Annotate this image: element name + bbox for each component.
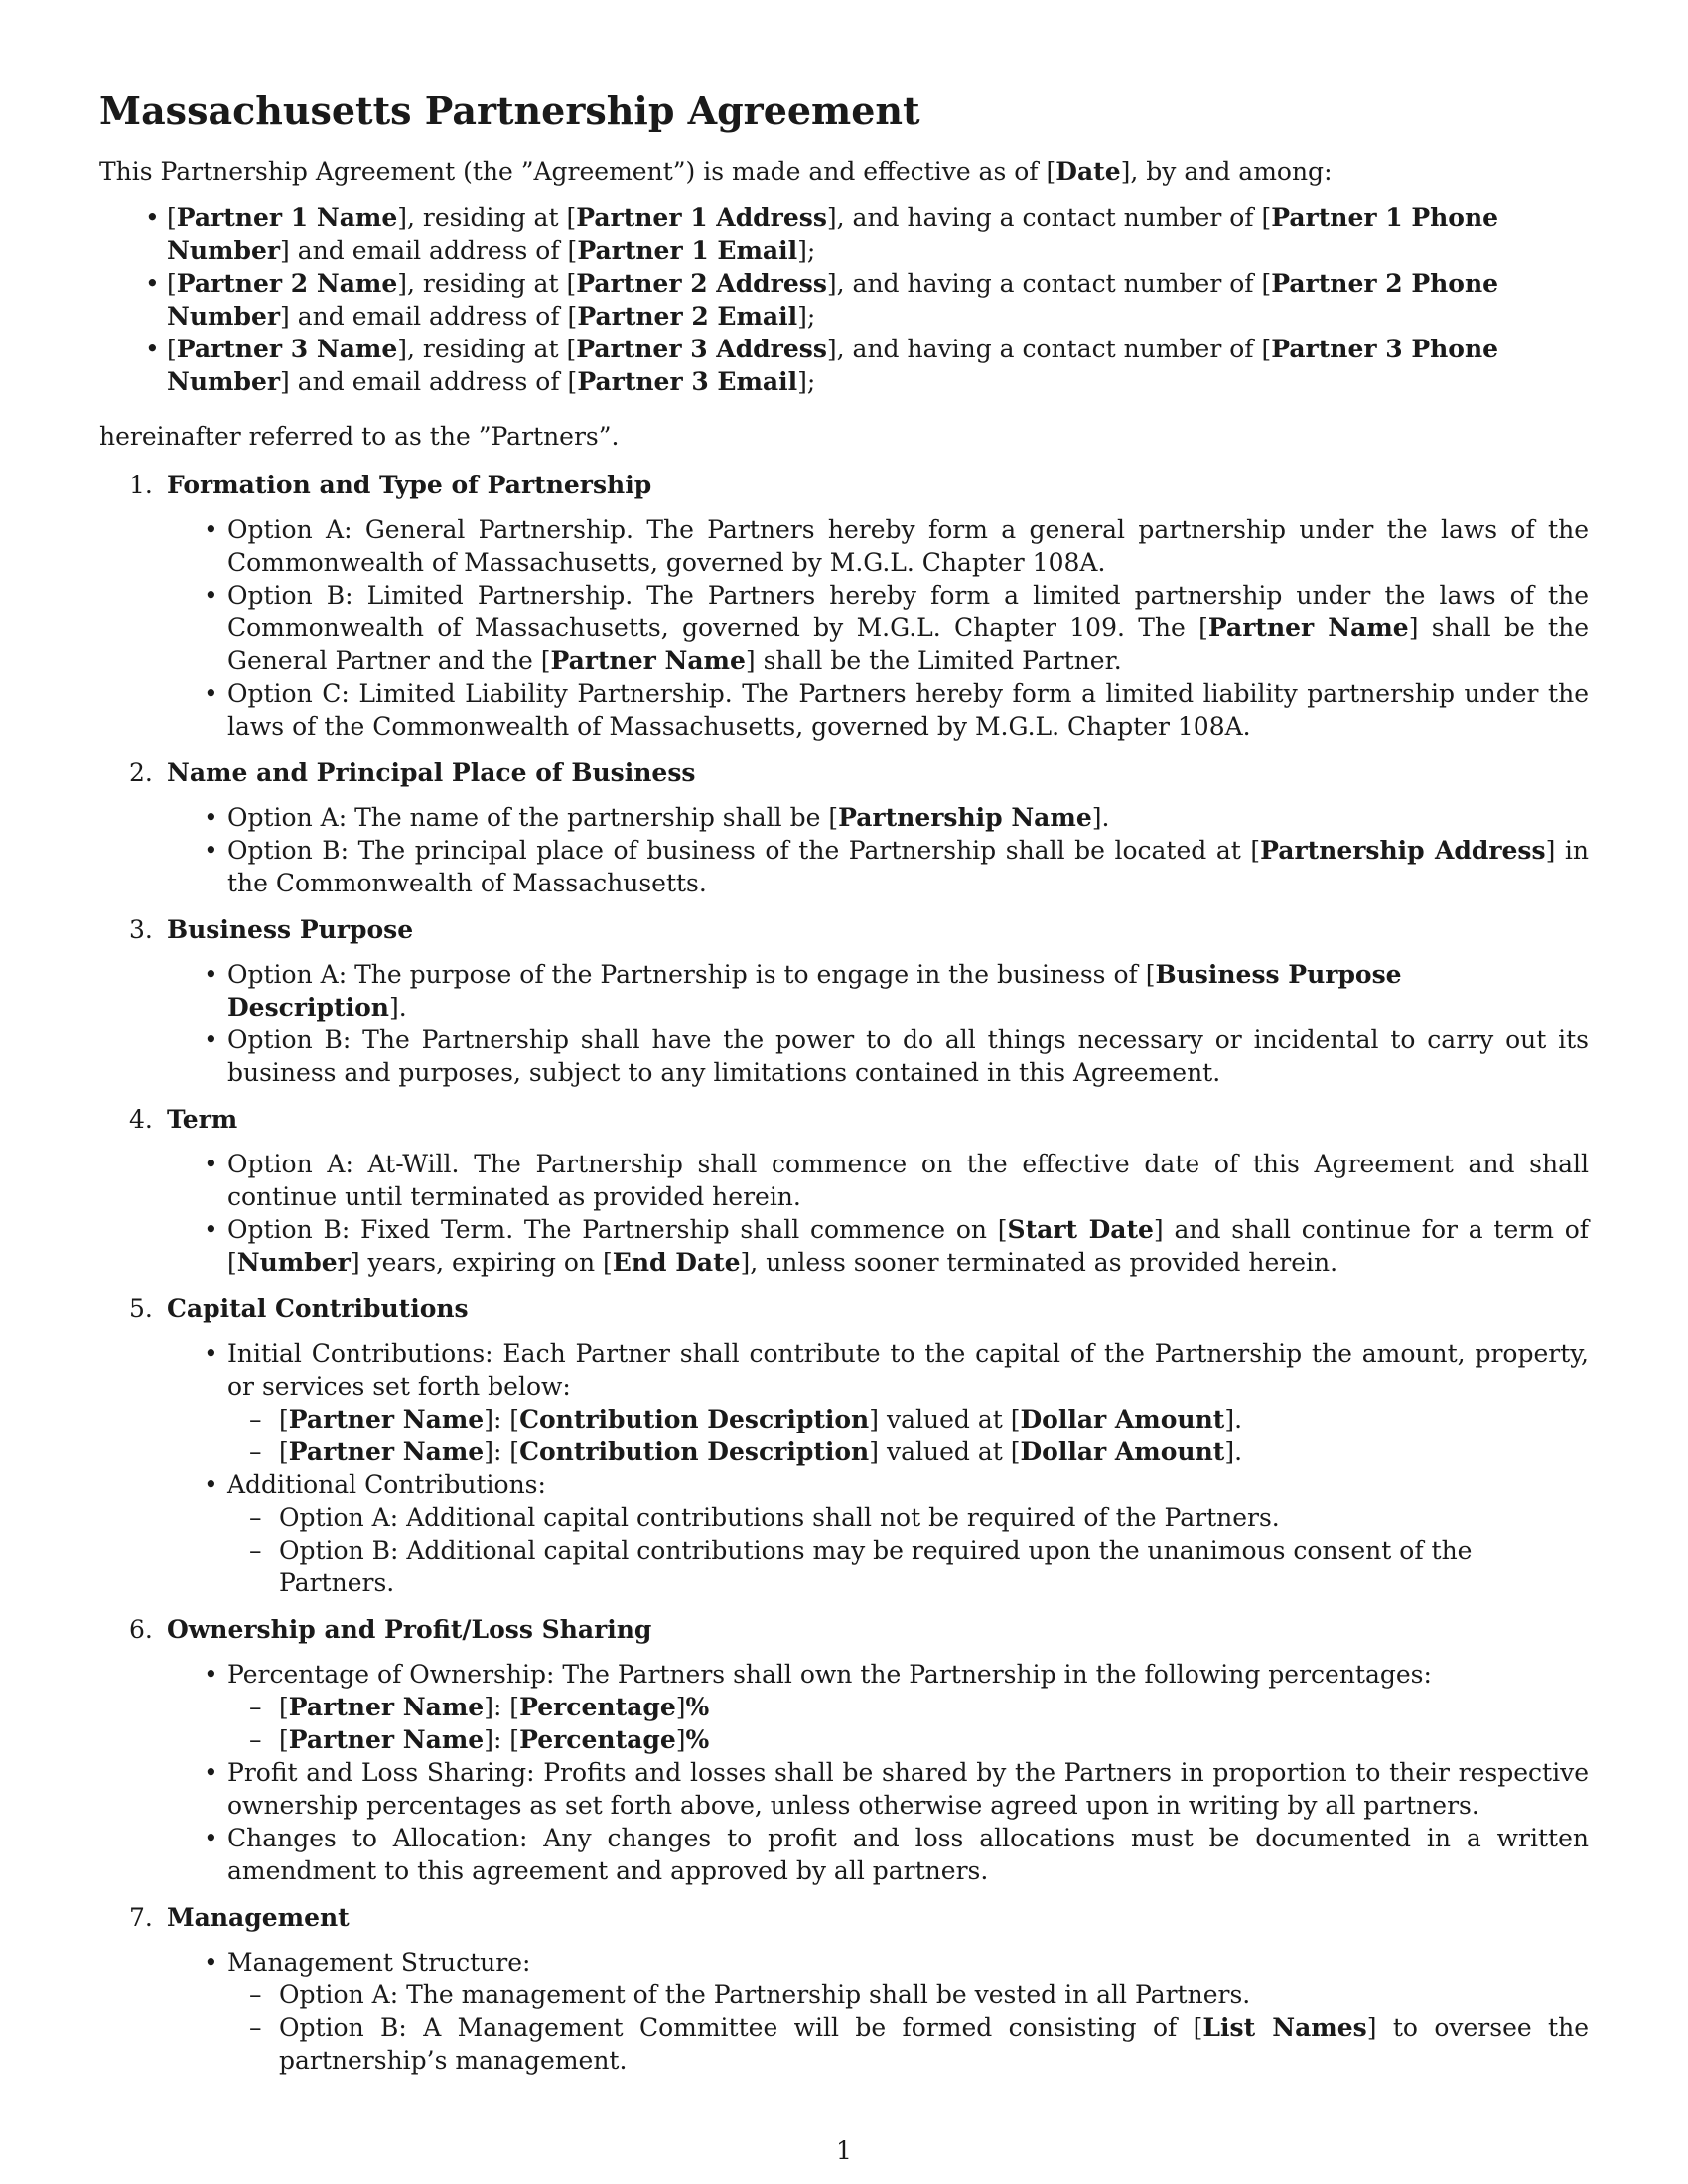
sub-option-item: – Option A: Additional capital contributions shall not be required of the Partners. [227, 1501, 1589, 1534]
sections-list [99, 469, 1589, 2077]
document-title: Massachusetts Partnership Agreement [99, 88, 920, 133]
option-item: • Profit and Loss Sharing: Profits and losses shall be shared by the Partners in proportion to their respective ownership percentages as set forth above, unless otherwise agreed upon in writing by all partners. [167, 1756, 1589, 1822]
section-number: 3. [129, 915, 153, 944]
partner-item: • [Partner 3 Name], residing at [Partner 3 Address], and having a contact number of [Partner 3 Phone Number] and email address of [Partner 3 Email]; [99, 333, 1589, 398]
partner-item: • [Partner 1 Name], residing at [Partner 1 Address], and having a contact number of [Partner 1 Phone Number] and email address of [Partner 1 Email]; [99, 202, 1589, 267]
section-title: Name and Principal Place of Business [167, 758, 696, 787]
section-title: Business Purpose [167, 915, 414, 944]
section-management [99, 1901, 1589, 2077]
partner-item: • [Partner 2 Name], residing at [Partner 2 Address], and having a contact number of [Partner 2 Phone Number] and email address of [Partner 2 Email]; [99, 267, 1589, 333]
section-number: 6. [129, 1615, 153, 1644]
section-number: 7. [129, 1903, 153, 1932]
document-page [99, 87, 1589, 2091]
sub-option-item: – Option B: A Management Committee will be formed consisting of [List Names] to oversee the partnership’s management. [227, 2011, 1589, 2077]
section-title: Management [167, 1903, 350, 1932]
section-title: Capital Contributions [167, 1295, 469, 1323]
ownership-item: – [Partner Name]: [Percentage]% [227, 1691, 1589, 1723]
date-placeholder: Date [1055, 157, 1121, 186]
option-item: • Option A: At-Will. The Partnership shall commence on the effective date of this Agreement and shall continue until terminated as provided herein. [167, 1148, 1589, 1213]
section-number: 4. [129, 1105, 153, 1134]
page-number: 1 [836, 2136, 852, 2165]
sub-option-item: – Option A: The management of the Partnership shall be vested in all Partners. [227, 1979, 1589, 2011]
hereinafter-text: hereinafter referred to as the ”Partners”. [99, 422, 620, 451]
option-item: • Option B: Fixed Term. The Partnership shall commence on [Start Date] and shall continue for a term of [Number] years, expiring on [End Date], unless sooner terminated as provided herein. [167, 1213, 1589, 1279]
option-item: • Option A: The purpose of the Partnership is to engage in the business of [Business Purpose Description]. [167, 958, 1589, 1024]
section-term [99, 1103, 1589, 1279]
option-item: • Additional Contributions: – Option A: Additional capital contributions shall not be required of the Partners. – Option B: Additional capital contributions may be required upon the unanimous consent of the Partners. [167, 1468, 1589, 1599]
option-item: • Option A: General Partnership. The Partners hereby form a general partnership under the laws of the Commonwealth of Massachusetts, governed by M.G.L. Chapter 108A. [167, 513, 1589, 579]
option-item: • Initial Contributions: Each Partner shall contribute to the capital of the Partnership the amount, property, or services set forth below: – [Partner Name]: [Contribution Description] valued at [Dollar Amount]. – [Partner Name]: [Contribution Description] valued at [Dollar Amount]. [167, 1337, 1589, 1468]
option-item: • Option B: The principal place of business of the Partnership shall be located at [Partnership Address] in the Commonwealth of Massachusetts. [167, 834, 1589, 899]
partner-list [99, 202, 1589, 398]
section-capital [99, 1293, 1589, 1599]
section-title: Ownership and Profit/Loss Sharing [167, 1615, 652, 1644]
contribution-item: – [Partner Name]: [Contribution Description] valued at [Dollar Amount]. [227, 1403, 1589, 1435]
section-purpose [99, 913, 1589, 1089]
contribution-item: – [Partner Name]: [Contribution Description] valued at [Dollar Amount]. [227, 1435, 1589, 1468]
option-item: • Option B: The Partnership shall have the power to do all things necessary or incidental to carry out its business and purposes, subject to any limitations contained in this Agreement. [167, 1024, 1589, 1089]
intro-paragraph: This Partnership Agreement (the ”Agreement”) is made and effective as of [Date], by and among: [99, 157, 1333, 186]
option-item: • Changes to Allocation: Any changes to profit and loss allocations must be documented in a written amendment to this agreement and approved by all partners. [167, 1822, 1589, 1887]
section-ownership [99, 1613, 1589, 1887]
option-item: • Management Structure: – Option A: The management of the Partnership shall be vested in all Partners. – Option B: A Management Committee will be formed consisting of [List Names] to oversee the partnership’s management. [167, 1946, 1589, 2077]
section-number: 5. [129, 1295, 153, 1323]
section-number: 1. [129, 471, 153, 499]
section-title: Formation and Type of Partnership [167, 471, 652, 499]
option-item: • Option C: Limited Liability Partnership. The Partners hereby form a limited liability partnership under the laws of the Commonwealth of Massachusetts, governed by M.G.L. Chapter 108A. [167, 677, 1589, 743]
section-title: Term [167, 1105, 238, 1134]
ownership-item: – [Partner Name]: [Percentage]% [227, 1723, 1589, 1756]
sub-option-item: – Option B: Additional capital contributions may be required upon the unanimous consent of the Partners. [227, 1534, 1589, 1599]
option-item: • Option B: Limited Partnership. The Partners hereby form a limited partnership under the laws of the Commonwealth of Massachusetts, governed by M.G.L. Chapter 109. The [Partner Name] shall be the General Partner and the [Partner Name] shall be the Limited Partner. [167, 579, 1589, 677]
section-formation [99, 469, 1589, 743]
section-number: 2. [129, 758, 153, 787]
section-name-place [99, 756, 1589, 899]
option-item: • Percentage of Ownership: The Partners shall own the Partnership in the following percentages: – [Partner Name]: [Percentage]% – [Partner Name]: [Percentage]% [167, 1658, 1589, 1756]
option-item: • Option A: The name of the partnership shall be [Partnership Name]. [167, 801, 1589, 834]
